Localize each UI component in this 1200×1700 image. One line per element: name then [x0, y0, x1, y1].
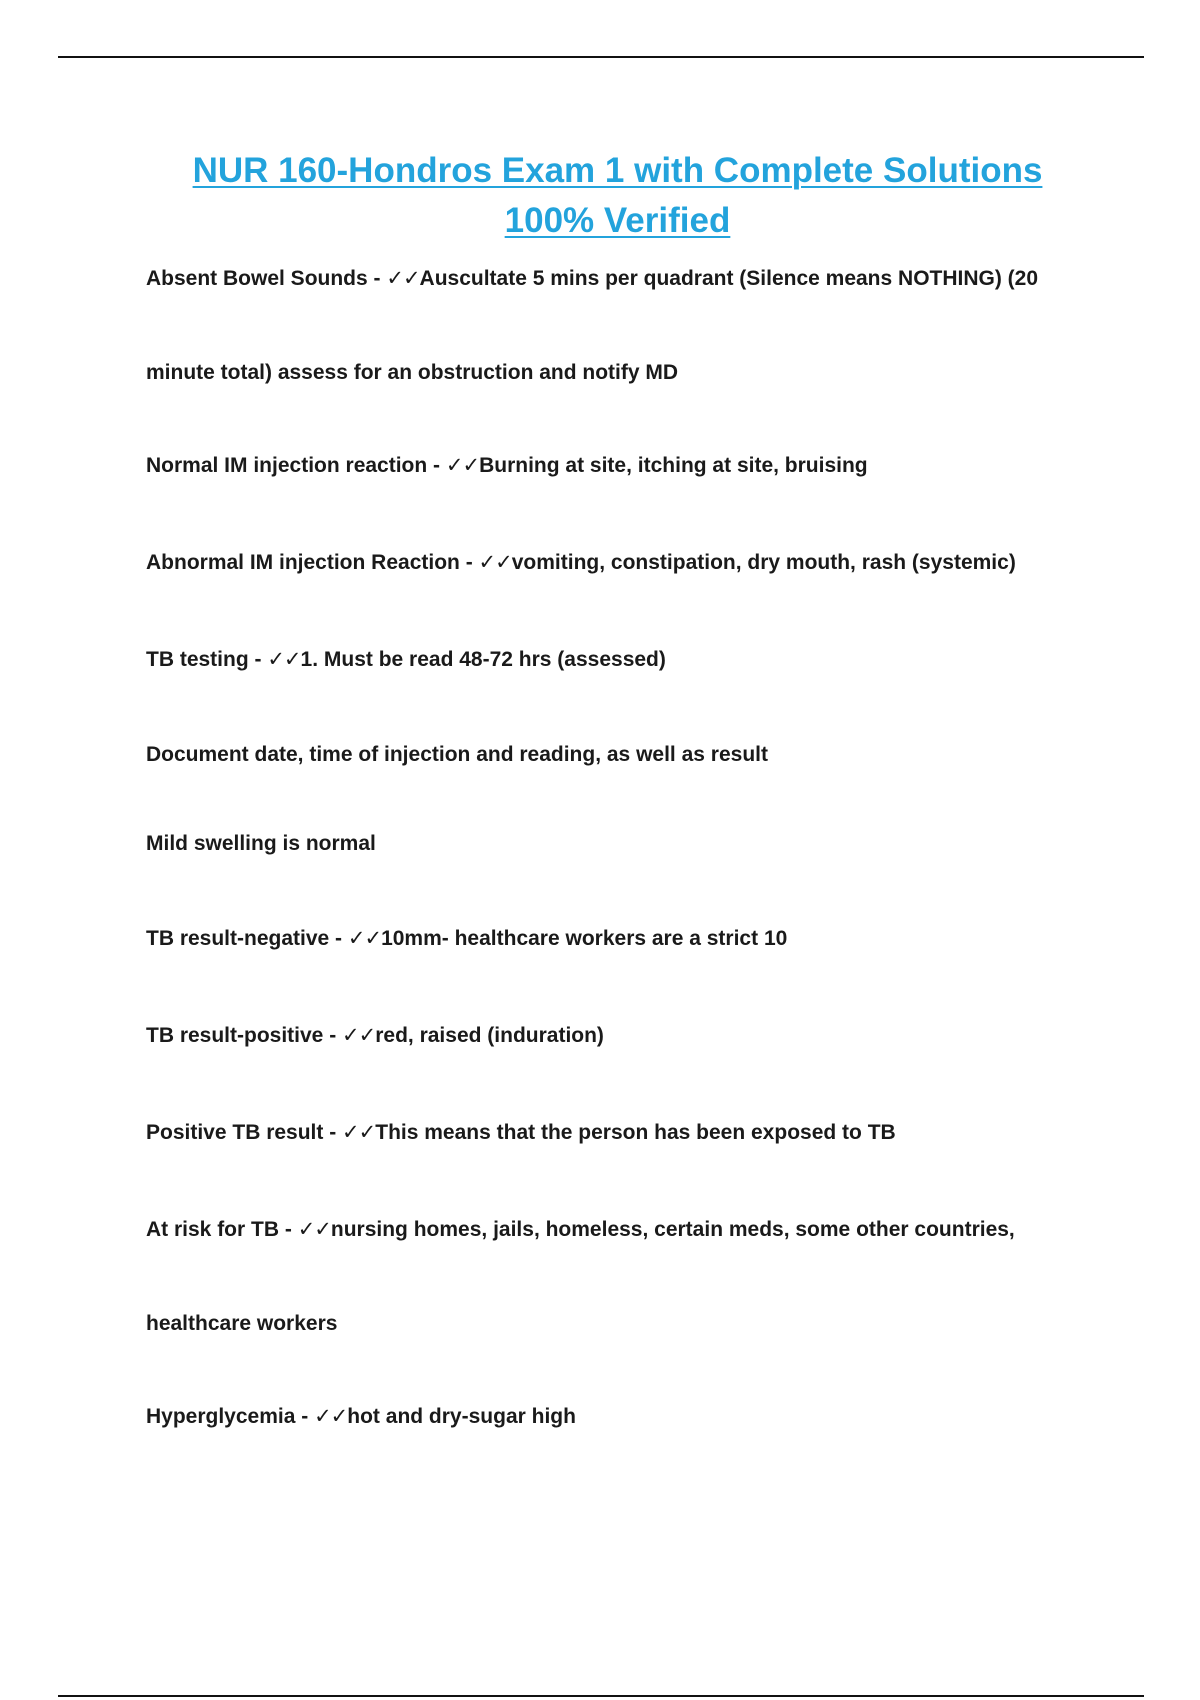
- term: At risk for TB -: [146, 1218, 298, 1241]
- answer-text: nursing homes, jails, homeless, certain meds, some other countries,: [330, 1218, 1015, 1241]
- answer-text: red, raised (induration): [375, 1024, 604, 1047]
- line-normal-im-injection-reaction: [146, 450, 1106, 481]
- double-check-icon: ✓✓: [267, 647, 301, 671]
- line-abnormal-im-injection-reaction: [146, 547, 1106, 578]
- answer-text: Document date, time of injection and reading, as well as result: [146, 743, 768, 766]
- line-tb-testing-document: [146, 739, 1106, 770]
- title-line-1: NUR 160-Hondros Exam 1 with Complete Solutions: [192, 151, 1043, 190]
- term: Hyperglycemia -: [146, 1405, 315, 1428]
- line-absent-bowel-sounds: [146, 263, 1106, 294]
- double-check-icon: ✓✓: [445, 453, 480, 477]
- line-tb-result-positive: [146, 1020, 1106, 1051]
- answer-text: vomiting, constipation, dry mouth, rash (systemic): [511, 551, 1016, 574]
- double-check-icon: ✓✓: [297, 1217, 331, 1241]
- double-check-icon: ✓✓: [386, 266, 420, 290]
- term: TB result-negative -: [146, 927, 348, 950]
- term: Absent Bowel Sounds -: [146, 267, 387, 290]
- answer-text: minute total) assess for an obstruction and notify MD: [146, 361, 679, 384]
- line-positive-tb-result: [146, 1117, 1106, 1148]
- line-hyperglycemia: [146, 1401, 1106, 1432]
- line-tb-testing: [146, 644, 1106, 675]
- top-divider: [58, 56, 1144, 58]
- answer-text: Auscultate 5 mins per quadrant (Silence means NOTHING) (20: [419, 267, 1039, 290]
- answer-text: Burning at site, itching at site, bruising: [479, 454, 868, 477]
- line-tb-result-negative: [146, 923, 1106, 954]
- double-check-icon: ✓✓: [342, 1120, 376, 1144]
- line-tb-testing-swelling: [146, 828, 1106, 859]
- title-line-2: 100% Verified: [504, 201, 731, 240]
- answer-text: Mild swelling is normal: [146, 832, 376, 855]
- term: Abnormal IM injection Reaction -: [146, 551, 479, 574]
- answer-text: hot and dry-sugar high: [347, 1405, 576, 1428]
- bottom-divider: [58, 1695, 1144, 1697]
- term: TB testing -: [146, 648, 268, 671]
- term: Normal IM injection reaction -: [146, 454, 446, 477]
- double-check-icon: ✓✓: [347, 926, 382, 950]
- answer-text: 1. Must be read 48-72 hrs (assessed): [300, 648, 666, 671]
- line-at-risk-for-tb: [146, 1214, 1106, 1245]
- double-check-icon: ✓✓: [314, 1404, 348, 1428]
- line-at-risk-for-tb-continued: [146, 1308, 1106, 1339]
- answer-text: This means that the person has been exposed to TB: [375, 1121, 896, 1144]
- term: TB result-positive -: [146, 1024, 343, 1047]
- answer-text: healthcare workers: [146, 1312, 338, 1335]
- term: Positive TB result -: [146, 1121, 343, 1144]
- double-check-icon: ✓✓: [478, 550, 512, 574]
- document-title: [150, 146, 1085, 246]
- line-absent-bowel-sounds-continued: [146, 357, 1106, 388]
- answer-text: 10mm- healthcare workers are a strict 10: [381, 927, 788, 950]
- double-check-icon: ✓✓: [342, 1023, 376, 1047]
